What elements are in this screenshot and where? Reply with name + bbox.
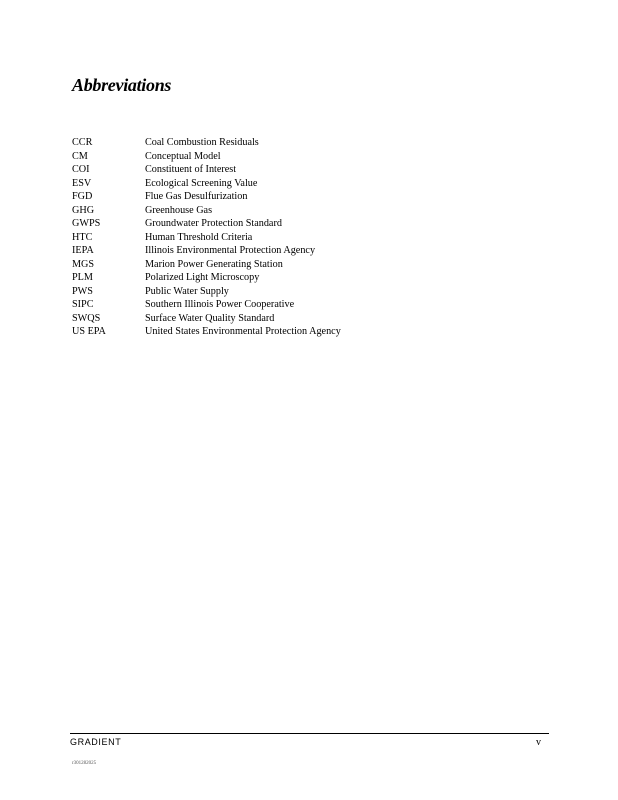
abbreviation-term: HTC — [72, 231, 93, 243]
abbreviation-definition: Polarized Light Microscopy — [145, 272, 260, 283]
abbreviation-term: SWQS — [72, 312, 101, 324]
abbreviation-definition: Illinois Environmental Protection Agency — [145, 245, 316, 256]
abbreviation-definition: United States Environmental Protection Agency — [145, 326, 341, 337]
abbreviation-term: PLM — [72, 272, 93, 283]
abbreviation-definition: Greenhouse Gas — [145, 204, 213, 216]
abbreviation-definition: Southern Illinois Power Cooperative — [145, 299, 295, 310]
abbreviation-definition: Coal Combustion Residuals — [145, 137, 259, 148]
abbreviation-term: US EPA — [72, 326, 106, 337]
page-number: v — [536, 737, 541, 748]
abbreviation-term: ESV — [72, 177, 92, 189]
footer-brand-logo: GRADIENT — [70, 737, 122, 747]
abbreviation-term: CM — [72, 150, 88, 162]
abbreviation-term: IEPA — [72, 245, 94, 256]
abbreviation-definition: Marion Power Generating Station — [145, 258, 283, 270]
footer-divider — [70, 733, 549, 734]
abbreviation-term: CCR — [72, 137, 93, 148]
abbreviation-definition: Flue Gas Desulfurization — [145, 191, 248, 202]
abbreviation-definition: Groundwater Protection Standard — [145, 218, 282, 229]
abbreviation-term: GHG — [72, 204, 95, 216]
abbreviation-term: GWPS — [72, 218, 101, 229]
abbreviation-term: SIPC — [72, 299, 94, 310]
abbreviation-term: MGS — [72, 258, 95, 270]
document-code: r301282025 — [72, 761, 97, 766]
abbreviation-definition: Surface Water Quality Standard — [145, 312, 275, 324]
abbreviation-term: FGD — [72, 191, 93, 202]
abbreviation-definition: Conceptual Model — [145, 150, 221, 162]
abbreviation-definition: Human Threshold Criteria — [145, 231, 253, 243]
abbreviation-term: COI — [72, 164, 90, 175]
abbreviation-definition: Ecological Screening Value — [145, 177, 258, 189]
page-title: Abbreviations — [72, 75, 172, 95]
abbreviation-definition: Constituent of Interest — [145, 164, 237, 175]
abbreviation-definition: Public Water Supply — [145, 285, 229, 297]
abbreviation-term: PWS — [72, 285, 93, 297]
